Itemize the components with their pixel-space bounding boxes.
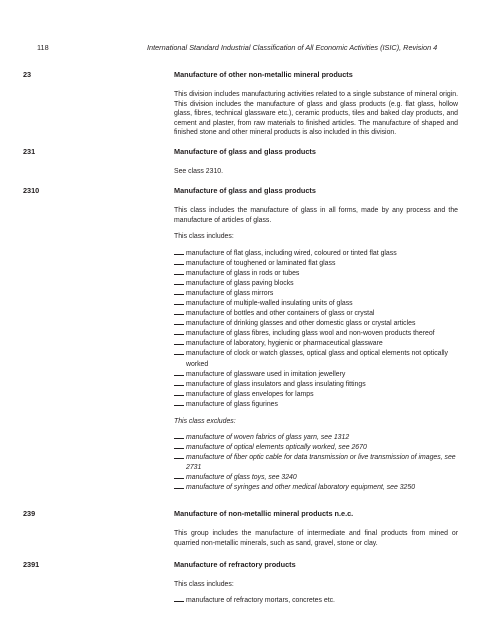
section-code: 231 [23,147,36,156]
list-item: manufacture of bottles and other containers of glass or crystal [174,309,458,319]
excludes-label: This class excludes: [174,418,236,425]
section-title: Manufacture of glass and glass products [174,147,316,156]
list-item: manufacture of laboratory, hygienic or pharmaceutical glassware [174,339,458,349]
list-item: manufacture of glass paving blocks [174,279,458,289]
includes-list [174,249,458,411]
list-item: manufacture of glass mirrors [174,289,458,299]
list-item: manufacture of glassware used in imitation jewellery [174,370,458,380]
list-item: manufacture of glass insulators and glass insulating fittings [174,380,458,390]
section-code: 2391 [23,560,40,569]
section-text: This group includes the manufacture of intermediate and final products from mined or quarried non-metallic minerals, such as sand, gravel, stone or clay. [174,530,458,547]
section-text: This division includes manufacturing activities related to a single substance of mineral origin. This division includes the manufacture of glass and glass products (e.g. flat glass, hollow glass, fibres, technical glassware etc.), ceramic products, tiles and baked clay products, and cement and plaster, from raw materials to finished articles. The manufacture of shaped and finished stone and other mineral products is also included in this division. [174,91,458,136]
list-item: manufacture of glass toys, see 3240 [174,473,458,483]
list-item: manufacture of flat glass, including wired, coloured or tinted flat glass [174,249,458,259]
section-title: Manufacture of non-metallic mineral products n.e.c. [174,509,354,518]
includes-list [174,596,458,606]
section-code: 2310 [23,186,40,195]
list-item: manufacture of woven fabrics of glass yarn, see 1312 [174,433,458,443]
list-item: manufacture of multiple-walled insulating units of glass [174,299,458,309]
list-item: manufacture of glass fibres, including glass wool and non-woven products thereof [174,329,458,339]
section-23 [23,70,458,138]
page-number: 118 [37,43,49,52]
list-item: manufacture of refractory mortars, concretes etc. [174,596,458,606]
list-item: manufacture of syringes and other medical laboratory equipment, see 3250 [174,483,458,493]
section-2391 [23,560,458,606]
section-code: 23 [23,70,32,79]
section-239 [23,509,458,548]
running-title: International Standard Industrial Classification of All Economic Activities (ISIC), Revision 4 [147,43,438,52]
list-item: manufacture of toughened or laminated flat glass [174,259,458,269]
list-item: manufacture of glass in rods or tubes [174,269,458,279]
section-title: Manufacture of refractory products [174,560,296,569]
section-231 [23,147,458,177]
section-code: 239 [23,509,36,518]
excludes-list [174,433,458,494]
section-text: See class 2310. [174,168,224,175]
section-title: Manufacture of other non-metallic mineral products [174,70,353,79]
list-item: manufacture of clock or watch glasses, optical glass and optical elements not optically worked [174,349,458,369]
list-item: manufacture of glass figurines [174,400,458,410]
includes-label: This class includes: [174,581,234,588]
includes-label: This class includes: [174,233,234,240]
section-2310 [23,186,458,493]
section-title: Manufacture of glass and glass products [174,186,316,195]
list-item: manufacture of glass envelopes for lamps [174,390,458,400]
list-item: manufacture of drinking glasses and other domestic glass or crystal articles [174,319,458,329]
list-item: manufacture of fiber optic cable for data transmission or live transmission of images, see 2731 [174,453,458,473]
section-text: This class includes the manufacture of glass in all forms, made by any process and the manufacture of articles of glass. [174,207,458,224]
list-item: manufacture of optical elements optically worked, see 2670 [174,443,458,453]
